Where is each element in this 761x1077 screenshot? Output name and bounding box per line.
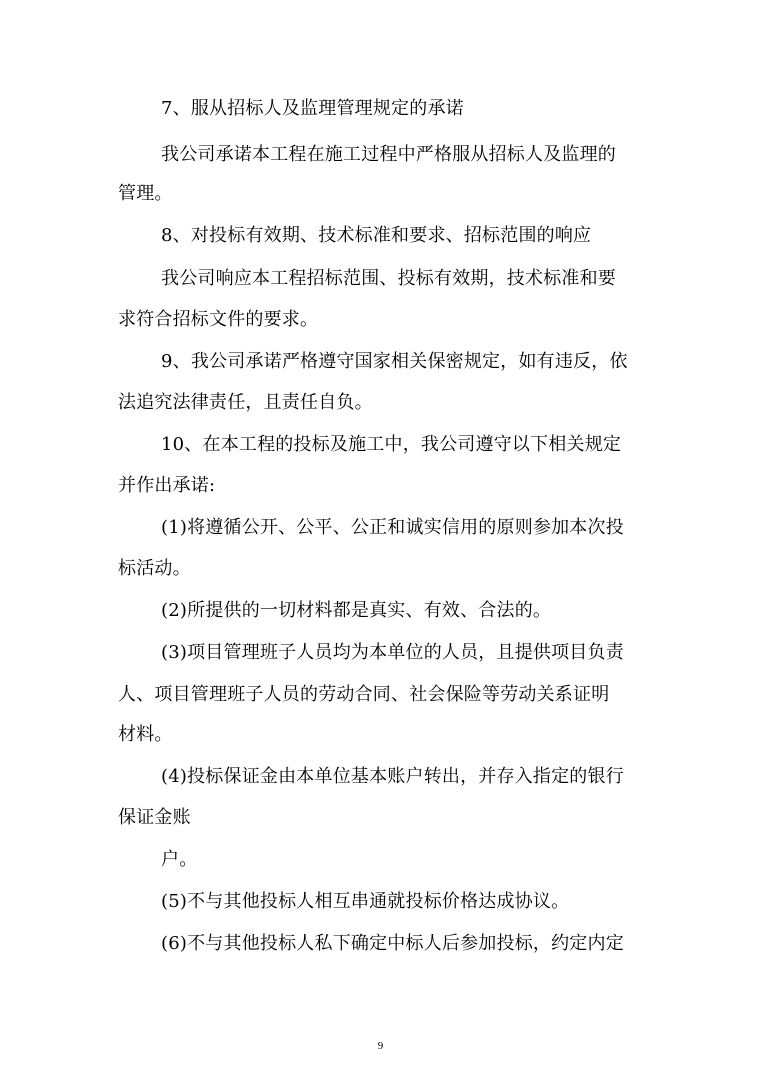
list-item-2: (2)所提供的一切材料都是真实、有效、合法的。 xyxy=(161,600,552,621)
page-number: 9 xyxy=(377,1040,384,1052)
paragraph-line: 标活动。 xyxy=(118,558,191,579)
list-item-5: (5)不与其他投标人相互串通就投标价格达成协议。 xyxy=(161,891,570,912)
list-item-6: (6)不与其他投标人私下确定中标人后参加投标，约定内定 xyxy=(161,933,624,954)
paragraph-line: 求符合招标文件的要求。 xyxy=(118,309,319,330)
paragraph-line: 我公司响应本工程招标范围、投标有效期，技术标准和要 xyxy=(161,268,616,289)
paragraph-line: 户。 xyxy=(161,849,198,870)
list-item-4: (4)投标保证金由本单位基本账户转出，并存入指定的银行 xyxy=(161,766,624,787)
paragraph-line: 人、项目管理班子人员的劳动合同、社会保险等劳动关系证明 xyxy=(118,684,610,705)
paragraph-line: 保证金账 xyxy=(118,807,191,828)
list-item-1: (1)将遵循公开、公平、公正和诚实信用的原则参加本次投 xyxy=(161,517,624,538)
paragraph-line: 我公司承诺本工程在施工过程中严格服从招标人及监理的 xyxy=(161,144,616,165)
paragraph-line: 管理。 xyxy=(118,183,173,204)
heading-item-10: 10、在本工程的投标及施工中，我公司遵守以下相关规定 xyxy=(161,434,622,455)
heading-item-9: 9、我公司承诺严格遵守国家相关保密规定，如有违反，依 xyxy=(161,351,628,372)
paragraph-line: 法追究法律责任，且责任自负。 xyxy=(118,392,373,413)
list-item-3: (3)项目管理班子人员均为本单位的人员，且提供项目负责 xyxy=(161,642,624,663)
paragraph-line: 材料。 xyxy=(118,724,173,745)
heading-item-7: 7、服从招标人及监理管理规定的承诺 xyxy=(161,98,464,119)
heading-item-8: 8、对投标有效期、技术标准和要求、招标范围的响应 xyxy=(161,225,592,246)
paragraph-line: 并作出承诺: xyxy=(118,475,216,496)
